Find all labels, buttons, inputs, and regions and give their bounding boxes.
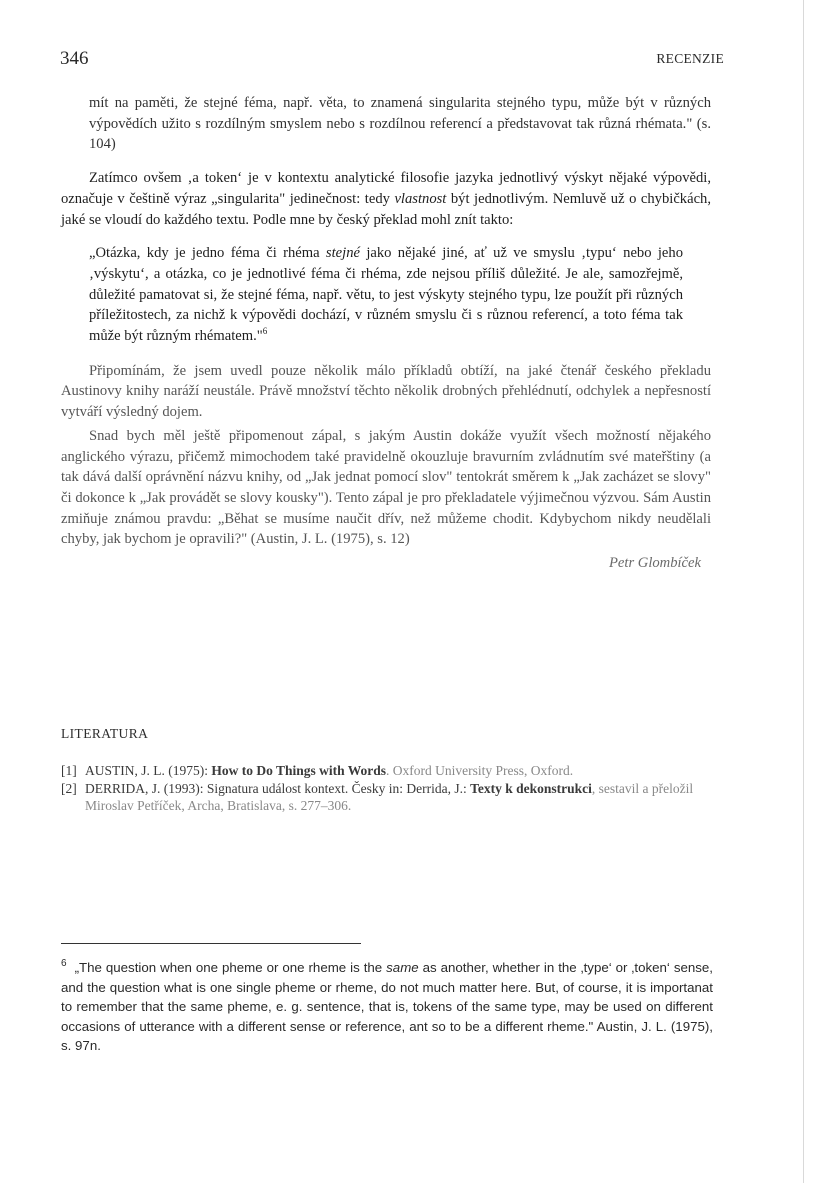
footnote-text-b: as another, whether in the ‚type‘ or ‚token‘ sense, and the question what is one single pheme or rheme, do not much matter here. But, of course, it is importanat to remember that the same pheme, e. g. sentence, that is, tokens of the same type, may be used on different occasions of utterance with a different sense or reference, ant so to be a different rheme." Austin, J. L. (1975), s. 97n.: [61, 960, 713, 1054]
paragraph-token: [61, 168, 711, 230]
reference-item: [61, 780, 711, 815]
page-header: [60, 48, 724, 74]
footnote-reference: 6: [262, 326, 268, 337]
reference-author: DERRIDA, J. (1993): Signatura událost kontext. Česky in: Derrida, J.:: [85, 780, 471, 796]
quote-part-a: „Otázka, kdy je jedno féma či rhéma: [89, 245, 326, 262]
footnote-mark: 6: [61, 958, 67, 969]
paragraph-quote-end: mít na paměti, že stejné féma, např. věta, to znamená singularita stejného typu, může být v různých výpovědích užito s rozdílným smyslem nebo s rozdílnou referencí a představovat tak různá rhémata." (s. 104): [89, 95, 711, 153]
author-signature: Petr Glombíček: [609, 555, 701, 572]
page-number: 346: [60, 48, 89, 69]
paragraph-obstacles: Připomínám, že jsem uvedl pouze několik málo příkladů obtíží, na jaké čtenář českého překladu Austinovy knihy naráží neustále. Právě množství těchto několik drobných přehlédnutí, odchylek a nepřesností vytváří výsledný dojem.: [61, 362, 711, 421]
reference-title: How to Do Things with Words: [211, 763, 387, 778]
paragraph-token-part-a: Zatímco ovšem ‚a token‘ je v kontextu analytické filosofie jazyka jednotlivý výskyt nějaké výpovědi, označuje v češtině výraz „singularita" jedinečnost: tedy: [61, 170, 711, 207]
footnote-text-a: „The question when one pheme or one rheme is the: [74, 960, 387, 975]
emphasis-vlastnost: vlastnost: [394, 190, 447, 207]
page-edge-line: [803, 0, 804, 1183]
reference-publisher: . Oxford University Press, Oxford.: [386, 763, 574, 778]
literature-heading: LITERATURA: [61, 726, 149, 741]
running-head: RECENZIE: [656, 51, 724, 66]
footnote-emphasis: same: [386, 960, 419, 975]
emphasis-stejne: stejné: [325, 245, 360, 262]
reference-title: Texty k dekonstrukci: [470, 780, 592, 796]
reference-text: [85, 780, 711, 815]
paragraph-token-part-b: být jednotlivým. Nemluvě už o chybičkách, jaké se vloudí do každého textu. Podle mne by český překlad mohl znít takto:: [61, 190, 711, 228]
body-text: [61, 93, 711, 574]
footnote: [61, 954, 713, 1056]
block-quote-translation: [61, 243, 711, 347]
reference-item: [61, 762, 711, 780]
footnote-separator: [61, 943, 361, 944]
reference-number: [2]: [61, 780, 77, 796]
reference-list: [61, 762, 711, 815]
reference-text: [85, 762, 711, 780]
paragraph-zeal: Snad bych měl ještě připomenout zápal, s jakým Austin dokáže využít všech možností nějakého anglického výrazu, přičemž mimochodem také pravidelně okouzluje bravurním zvládnutím své mateřštiny (a tak dává další oprávnění názvu knihy, od „Jak jednat pomocí slov" tentokrát směrem k „Jak zacházet se slovy" či dokonce k „Jak provádět se slovy kousky"). Tento zápal je pro překladatele výjimečnou výzvou. Sám Austin zmiňuje známou pravdu: „Běhat se musíme naučit dřív, než můžeme chodit. Kdybychom nikdy neudělali chyby, jak bychom je opravili?" (Austin, J. L. (1975), s. 12): [61, 427, 711, 548]
reference-number: [1]: [61, 763, 77, 778]
reference-publisher: , sestavil a přeložil Miroslav Petříček, Archa, Bratislava, s. 277–306.: [85, 780, 694, 813]
reference-author: AUSTIN, J. L. (1975):: [85, 763, 212, 778]
quote-part-b: jako nějaké jiné, ať už ve smyslu ‚typu‘ nebo jeho ‚výskytu‘, a otázka, co je jednotlivé féma či rhéma, zde nejsou příliš důležité. Je ale, samozřejmě, důležité pamatovat si, že stejné féma, např. větu, to jest výskyty stejného typu, lze použít při různých příležitostech, za nichž k výpovědi dochází, v různém smyslu či s různou referencí, a toto féma tak může být různým rhématem.": [89, 245, 683, 345]
